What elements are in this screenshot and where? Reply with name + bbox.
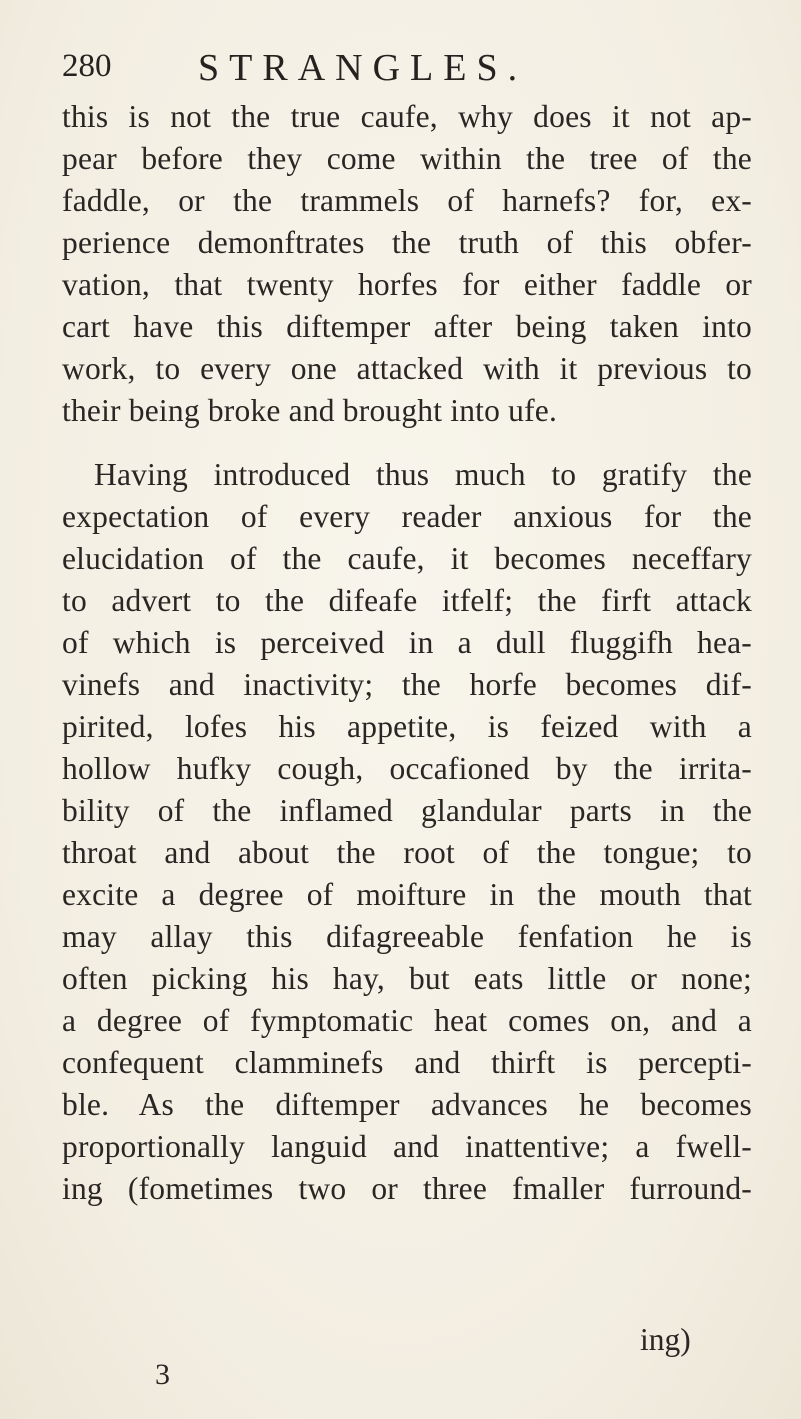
text-line: cart have this diftemper after being taken into (62, 309, 752, 344)
text-line: vation, that twenty horfes for either faddle or (62, 267, 752, 302)
text-line: hollow hufky cough, occafioned by the irrita- (62, 751, 752, 786)
text-line: throat and about the root of the tongue; to (62, 835, 752, 870)
text-line: ing (fometimes two or three fmaller furround- (62, 1171, 752, 1206)
text-line: pear before they come within the tree of the (62, 141, 752, 176)
text-line: may allay this difagreeable fenfation he is (62, 919, 752, 954)
text-line: proportionally languid and inattentive; a fwell- (62, 1129, 752, 1164)
text-line: ble. As the diftemper advances he becomes (62, 1087, 752, 1122)
text-line: a degree of fymptomatic heat comes on, and a (62, 1003, 752, 1038)
paragraph-gap (62, 432, 752, 454)
text-line: to advert to the difeafe itfelf; the firft attack (62, 583, 752, 618)
signature-mark: 3 (155, 1358, 170, 1391)
text-line: of which is perceived in a dull fluggifh hea- (62, 625, 752, 660)
text-line: bility of the inflamed glandular parts in the (62, 793, 752, 828)
text-line: faddle, or the trammels of harnefs? for, ex- (62, 183, 752, 218)
text-line: work, to every one attacked with it previous to (62, 351, 752, 386)
page-header (62, 42, 762, 92)
text-line: excite a degree of moifture in the mouth that (62, 877, 752, 912)
catchword: ing) (640, 1322, 691, 1357)
text-line: expectation of every reader anxious for the (62, 499, 752, 534)
running-title: STRANGLES. (198, 47, 528, 89)
text-line: often picking his hay, but eats little or none; (62, 961, 752, 996)
text-line: this is not the true caufe, why does it not ap- (62, 99, 752, 134)
text-line: Having introduced thus much to gratify the (94, 457, 752, 492)
text-line: pirited, lofes his appetite, is feized with a (62, 709, 752, 744)
page-number: 280 (62, 48, 112, 84)
paragraph-1 (62, 96, 752, 432)
paragraph-2 (62, 454, 752, 1210)
text-line: their being broke and brought into ufe. (62, 393, 558, 428)
text-line: confequent clamminefs and thirft is percepti- (62, 1045, 752, 1080)
text-line: vinefs and inactivity; the horfe becomes dif- (62, 667, 752, 702)
page-body (62, 96, 752, 1210)
text-line: perience demonftrates the truth of this obfer- (62, 225, 752, 260)
text-line: elucidation of the caufe, it becomes neceffary (62, 541, 752, 576)
